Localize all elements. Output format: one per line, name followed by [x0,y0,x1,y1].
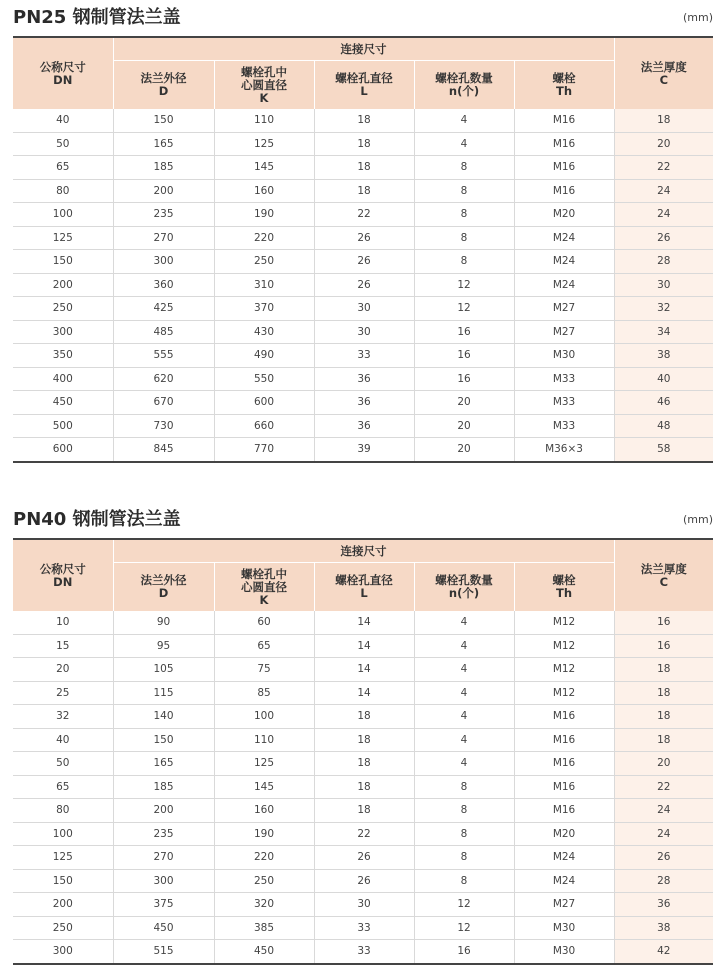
cell-d: 150 [113,728,214,752]
cell-th: M16 [514,752,614,776]
cell-k: 770 [214,438,314,462]
cell-th: M16 [514,799,614,823]
cell-n: 16 [414,320,514,344]
cell-c: 24 [614,799,713,823]
cell-d: 140 [113,705,214,729]
cell-l: 30 [314,320,414,344]
cell-n: 16 [414,367,514,391]
cell-th: M16 [514,705,614,729]
cell-th: M24 [514,226,614,250]
pn40-table [13,538,713,965]
cell-l: 36 [314,391,414,415]
cell-th: M27 [514,893,614,917]
cell-d: 105 [113,658,214,682]
table-row [13,846,713,870]
cell-k: 430 [214,320,314,344]
header-k: 螺栓孔中 心圆直径 K [214,61,314,110]
cell-c: 16 [614,611,713,634]
cell-c: 38 [614,344,713,368]
header-dn: 公称尺寸 DN [13,539,113,611]
header-connection-group: 连接尺寸 [113,37,614,61]
cell-l: 26 [314,869,414,893]
cell-l: 18 [314,799,414,823]
cell-k: 100 [214,705,314,729]
table-row [13,940,713,964]
cell-k: 220 [214,226,314,250]
cell-th: M16 [514,132,614,156]
cell-dn: 40 [13,109,113,132]
cell-d: 150 [113,109,214,132]
cell-k: 75 [214,658,314,682]
cell-th: M16 [514,109,614,132]
cell-c: 24 [614,822,713,846]
cell-k: 250 [214,250,314,274]
cell-n: 4 [414,611,514,634]
cell-d: 425 [113,297,214,321]
cell-th: M12 [514,634,614,658]
cell-n: 12 [414,893,514,917]
cell-d: 450 [113,916,214,940]
cell-d: 165 [113,132,214,156]
cell-k: 110 [214,728,314,752]
cell-n: 16 [414,344,514,368]
cell-l: 30 [314,297,414,321]
cell-n: 8 [414,156,514,180]
cell-th: M33 [514,391,614,415]
cell-k: 60 [214,611,314,634]
cell-k: 190 [214,822,314,846]
cell-th: M30 [514,916,614,940]
cell-c: 24 [614,179,713,203]
cell-l: 39 [314,438,414,462]
cell-dn: 450 [13,391,113,415]
cell-d: 90 [113,611,214,634]
cell-d: 845 [113,438,214,462]
cell-k: 110 [214,109,314,132]
cell-k: 160 [214,799,314,823]
table-row [13,109,713,132]
table-row [13,658,713,682]
cell-n: 4 [414,109,514,132]
cell-l: 26 [314,250,414,274]
cell-l: 26 [314,846,414,870]
cell-dn: 10 [13,611,113,634]
cell-dn: 25 [13,681,113,705]
header-d: 法兰外径 D [113,61,214,110]
pn40-unit: (mm) [682,513,713,526]
cell-k: 490 [214,344,314,368]
cell-c: 36 [614,893,713,917]
cell-c: 22 [614,156,713,180]
pn40-table-body [13,611,713,964]
cell-d: 730 [113,414,214,438]
cell-c: 18 [614,705,713,729]
cell-d: 375 [113,893,214,917]
table-row [13,916,713,940]
table-row [13,822,713,846]
cell-l: 33 [314,344,414,368]
cell-th: M12 [514,611,614,634]
table-row [13,367,713,391]
cell-d: 200 [113,799,214,823]
cell-c: 28 [614,250,713,274]
cell-dn: 400 [13,367,113,391]
cell-dn: 250 [13,916,113,940]
cell-l: 33 [314,940,414,964]
pn40-section [13,508,713,965]
cell-d: 270 [113,226,214,250]
cell-l: 18 [314,775,414,799]
cell-c: 30 [614,273,713,297]
table-row [13,297,713,321]
cell-dn: 100 [13,822,113,846]
header-l: 螺栓孔直径 L [314,61,414,110]
cell-d: 555 [113,344,214,368]
cell-k: 550 [214,367,314,391]
cell-l: 18 [314,132,414,156]
cell-n: 4 [414,634,514,658]
cell-dn: 150 [13,250,113,274]
header-n: 螺栓孔数量 n(个) [414,563,514,612]
cell-n: 8 [414,799,514,823]
cell-n: 12 [414,297,514,321]
table-row [13,634,713,658]
table-row [13,414,713,438]
header-dn: 公称尺寸 DN [13,37,113,109]
cell-n: 20 [414,391,514,415]
cell-k: 385 [214,916,314,940]
cell-d: 270 [113,846,214,870]
cell-th: M24 [514,273,614,297]
cell-dn: 200 [13,273,113,297]
cell-k: 450 [214,940,314,964]
cell-l: 33 [314,916,414,940]
table-row [13,611,713,634]
cell-n: 8 [414,775,514,799]
cell-k: 370 [214,297,314,321]
cell-n: 8 [414,226,514,250]
table-row [13,156,713,180]
cell-c: 40 [614,367,713,391]
cell-c: 58 [614,438,713,462]
table-row [13,799,713,823]
cell-n: 20 [414,414,514,438]
cell-dn: 100 [13,203,113,227]
cell-c: 16 [614,634,713,658]
table-row [13,179,713,203]
cell-k: 310 [214,273,314,297]
cell-dn: 20 [13,658,113,682]
cell-dn: 50 [13,752,113,776]
cell-th: M12 [514,681,614,705]
header-th: 螺栓 Th [514,563,614,612]
cell-d: 360 [113,273,214,297]
table-row [13,869,713,893]
cell-dn: 200 [13,893,113,917]
cell-th: M33 [514,367,614,391]
cell-c: 28 [614,869,713,893]
cell-n: 8 [414,250,514,274]
cell-d: 165 [113,752,214,776]
cell-k: 85 [214,681,314,705]
cell-n: 8 [414,822,514,846]
cell-dn: 150 [13,869,113,893]
cell-d: 485 [113,320,214,344]
cell-n: 4 [414,132,514,156]
cell-th: M24 [514,869,614,893]
cell-d: 670 [113,391,214,415]
cell-l: 18 [314,156,414,180]
cell-d: 300 [113,869,214,893]
cell-n: 16 [414,940,514,964]
cell-dn: 65 [13,156,113,180]
pn40-title: PN40 钢制管法兰盖 [13,509,181,530]
cell-th: M33 [514,414,614,438]
cell-c: 38 [614,916,713,940]
pn25-title-row [13,6,713,36]
cell-dn: 50 [13,132,113,156]
cell-k: 250 [214,869,314,893]
cell-dn: 65 [13,775,113,799]
cell-l: 22 [314,203,414,227]
cell-dn: 500 [13,414,113,438]
cell-k: 145 [214,156,314,180]
cell-c: 20 [614,752,713,776]
cell-d: 185 [113,156,214,180]
header-c: 法兰厚度 C [614,37,713,109]
header-th: 螺栓 Th [514,61,614,110]
cell-l: 14 [314,681,414,705]
cell-c: 22 [614,775,713,799]
cell-th: M16 [514,179,614,203]
table-row [13,320,713,344]
pn25-table [13,36,713,463]
table-row [13,775,713,799]
cell-th: M16 [514,156,614,180]
cell-c: 24 [614,203,713,227]
table-row [13,344,713,368]
cell-n: 4 [414,728,514,752]
cell-l: 18 [314,752,414,776]
cell-n: 8 [414,869,514,893]
cell-th: M27 [514,297,614,321]
cell-k: 320 [214,893,314,917]
cell-l: 14 [314,611,414,634]
cell-dn: 350 [13,344,113,368]
cell-c: 34 [614,320,713,344]
cell-l: 14 [314,658,414,682]
pn25-unit: (mm) [682,11,713,24]
cell-d: 620 [113,367,214,391]
cell-k: 145 [214,775,314,799]
cell-k: 65 [214,634,314,658]
cell-th: M20 [514,822,614,846]
cell-dn: 300 [13,320,113,344]
cell-dn: 300 [13,940,113,964]
cell-dn: 600 [13,438,113,462]
cell-k: 160 [214,179,314,203]
cell-n: 4 [414,752,514,776]
cell-dn: 250 [13,297,113,321]
table-row [13,705,713,729]
cell-d: 515 [113,940,214,964]
cell-k: 660 [214,414,314,438]
cell-dn: 125 [13,226,113,250]
table-row [13,728,713,752]
pn25-section [13,6,713,463]
cell-c: 18 [614,109,713,132]
cell-th: M24 [514,250,614,274]
cell-d: 300 [113,250,214,274]
header-l: 螺栓孔直径 L [314,563,414,612]
cell-d: 95 [113,634,214,658]
cell-th: M16 [514,728,614,752]
cell-n: 20 [414,438,514,462]
header-connection-group: 连接尺寸 [113,539,614,563]
cell-l: 14 [314,634,414,658]
table-row [13,203,713,227]
pn25-table-body [13,109,713,462]
cell-l: 22 [314,822,414,846]
cell-d: 115 [113,681,214,705]
cell-c: 32 [614,297,713,321]
header-k: 螺栓孔中 心圆直径 K [214,563,314,612]
cell-dn: 40 [13,728,113,752]
cell-l: 26 [314,273,414,297]
cell-c: 48 [614,414,713,438]
cell-d: 235 [113,822,214,846]
cell-l: 18 [314,705,414,729]
cell-k: 190 [214,203,314,227]
cell-n: 8 [414,846,514,870]
cell-dn: 80 [13,179,113,203]
table-row [13,893,713,917]
cell-k: 600 [214,391,314,415]
cell-c: 18 [614,658,713,682]
cell-c: 26 [614,846,713,870]
cell-n: 4 [414,705,514,729]
cell-d: 235 [113,203,214,227]
cell-n: 8 [414,203,514,227]
cell-l: 18 [314,179,414,203]
cell-n: 12 [414,916,514,940]
cell-c: 42 [614,940,713,964]
cell-d: 200 [113,179,214,203]
cell-th: M30 [514,344,614,368]
cell-th: M30 [514,940,614,964]
cell-d: 185 [113,775,214,799]
cell-c: 26 [614,226,713,250]
header-n: 螺栓孔数量 n(个) [414,61,514,110]
cell-th: M24 [514,846,614,870]
pn25-title: PN25 钢制管法兰盖 [13,7,181,28]
header-d: 法兰外径 D [113,563,214,612]
table-row [13,250,713,274]
table-row [13,273,713,297]
cell-l: 26 [314,226,414,250]
cell-n: 4 [414,681,514,705]
cell-c: 18 [614,728,713,752]
cell-k: 220 [214,846,314,870]
header-c: 法兰厚度 C [614,539,713,611]
table-row [13,752,713,776]
cell-dn: 32 [13,705,113,729]
table-row [13,438,713,462]
table-row [13,132,713,156]
table-row [13,681,713,705]
cell-th: M20 [514,203,614,227]
cell-th: M36×3 [514,438,614,462]
cell-k: 125 [214,132,314,156]
cell-dn: 15 [13,634,113,658]
cell-th: M12 [514,658,614,682]
table-row [13,226,713,250]
cell-n: 8 [414,179,514,203]
cell-n: 4 [414,658,514,682]
cell-c: 46 [614,391,713,415]
cell-l: 18 [314,109,414,132]
cell-l: 36 [314,414,414,438]
cell-c: 18 [614,681,713,705]
cell-l: 36 [314,367,414,391]
cell-th: M16 [514,775,614,799]
cell-dn: 125 [13,846,113,870]
cell-k: 125 [214,752,314,776]
cell-n: 12 [414,273,514,297]
cell-c: 20 [614,132,713,156]
table-row [13,391,713,415]
cell-dn: 80 [13,799,113,823]
cell-l: 18 [314,728,414,752]
pn40-title-row [13,508,713,538]
cell-l: 30 [314,893,414,917]
cell-th: M27 [514,320,614,344]
